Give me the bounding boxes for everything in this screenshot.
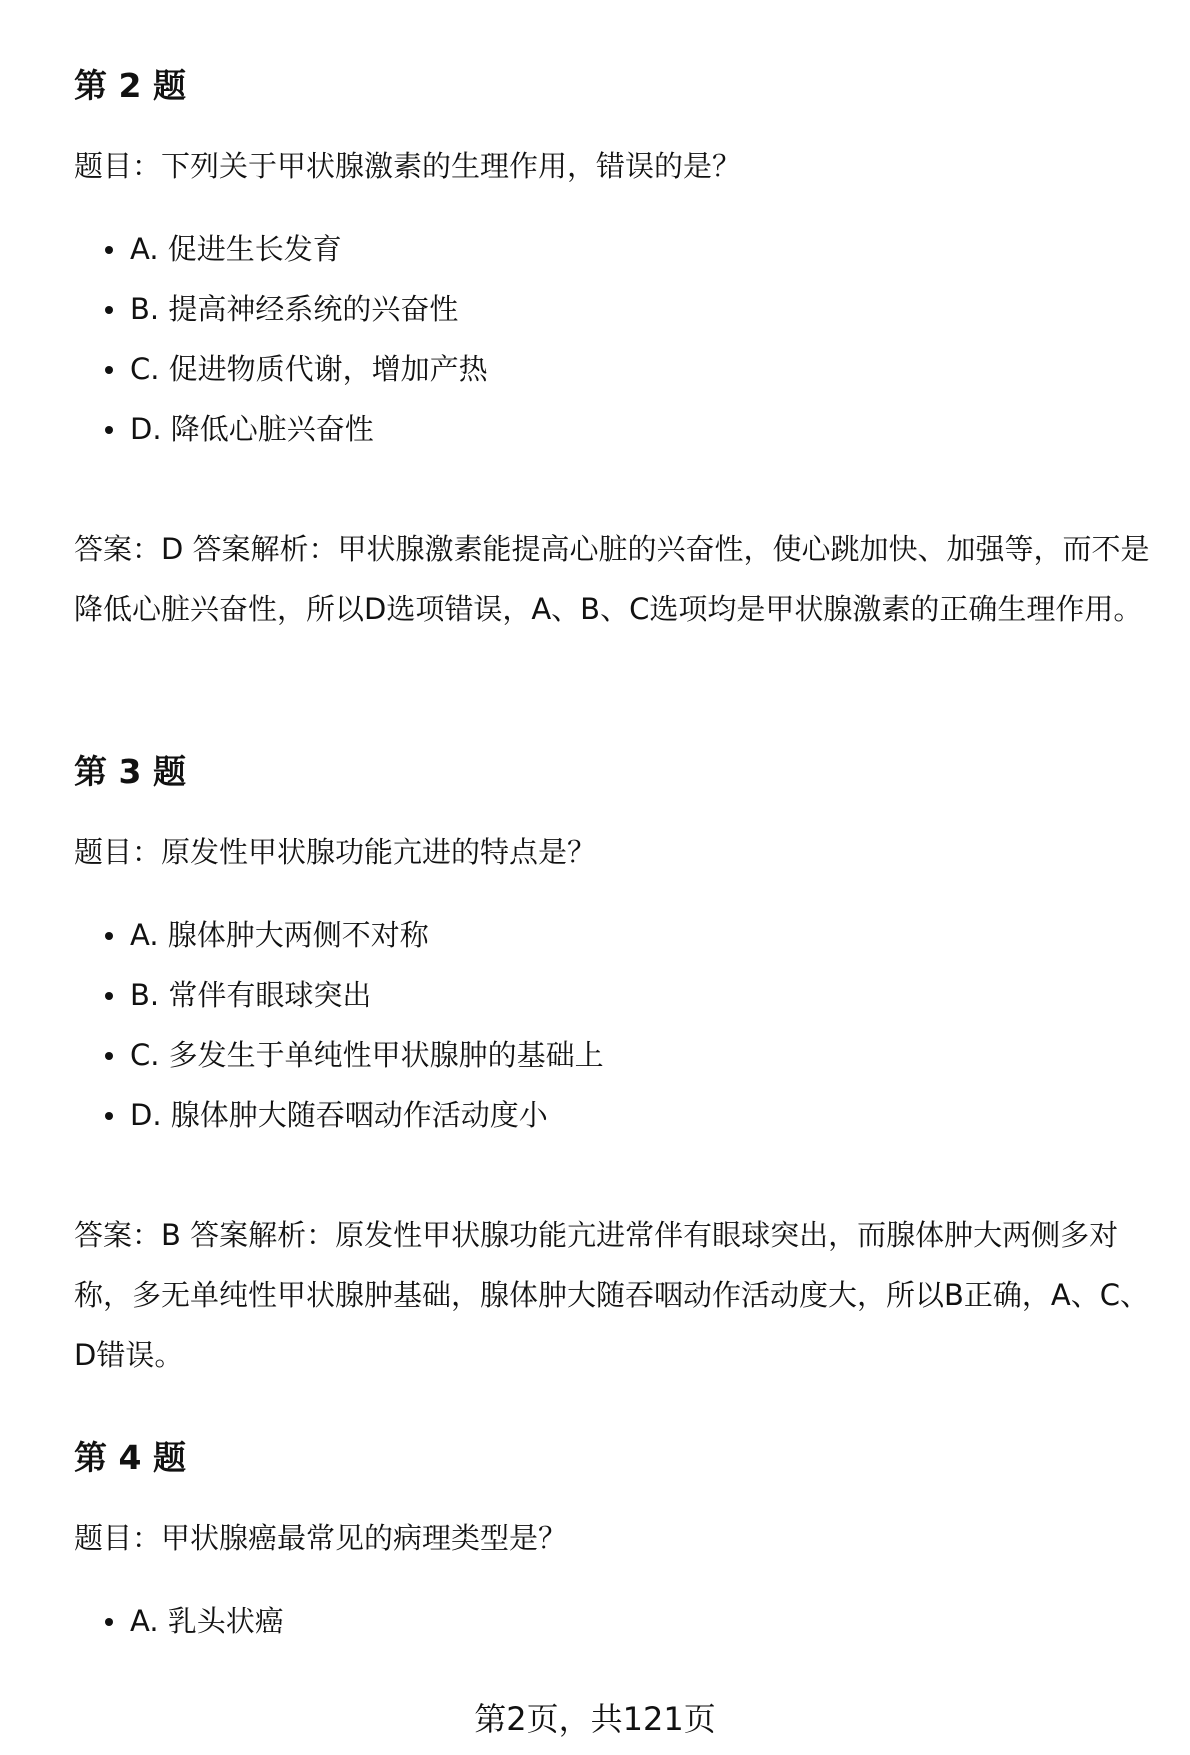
option-a: A. 促进生长发育 <box>74 227 1164 287</box>
question-3 <box>74 742 1164 802</box>
answer-explanation: 答案：B 答案解析：原发性甲状腺功能亢进常伴有眼球突出，而腺体肿大两侧多对称，多无单纯性甲状腺肿基础，腺体肿大随吞咽动作活动度大，所以B正确，A、C、D错误。 <box>74 1218 1149 1372</box>
option-a: A. 乳头状癌 <box>74 1599 1164 1659</box>
page-number-footer: 第2页，共121页 <box>474 1700 716 1738</box>
question-heading: 第 4 题 <box>74 1438 186 1477</box>
question-2-options <box>74 227 1164 467</box>
option-b: B. 常伴有眼球突出 <box>74 973 1164 1033</box>
question-2-answer-block <box>74 519 1164 639</box>
option-d: D. 腺体肿大随吞咽动作活动度小 <box>74 1093 1164 1153</box>
question-2-stem-block <box>74 144 1164 188</box>
question-3-options <box>74 913 1164 1153</box>
question-2 <box>74 56 1164 116</box>
options-list <box>74 913 1164 1153</box>
question-4-stem-block <box>74 1516 1164 1560</box>
question-stem: 题目：甲状腺癌最常见的病理类型是？ <box>74 1521 568 1555</box>
question-4 <box>74 1428 1164 1488</box>
question-stem: 题目：原发性甲状腺功能亢进的特点是？ <box>74 835 597 869</box>
question-3-stem-block <box>74 830 1164 874</box>
option-c: C. 促进物质代谢，增加产热 <box>74 347 1164 407</box>
answer-explanation: 答案：D 答案解析：甲状腺激素能提高心脏的兴奋性，使心跳加快、加强等，而不是降低心脏兴奋性，所以D选项错误，A、B、C选项均是甲状腺激素的正确生理作用。 <box>74 532 1150 626</box>
option-c: C. 多发生于单纯性甲状腺肿的基础上 <box>74 1033 1164 1093</box>
options-list <box>74 1599 1164 1659</box>
question-heading: 第 2 题 <box>74 66 186 105</box>
question-4-options <box>74 1599 1164 1659</box>
question-heading: 第 3 题 <box>74 752 186 791</box>
option-a: A. 腺体肿大两侧不对称 <box>74 913 1164 973</box>
question-3-answer-block <box>74 1205 1164 1385</box>
options-list <box>74 227 1164 467</box>
option-b: B. 提高神经系统的兴奋性 <box>74 287 1164 347</box>
option-d: D. 降低心脏兴奋性 <box>74 407 1164 467</box>
question-stem: 题目：下列关于甲状腺激素的生理作用，错误的是？ <box>74 149 742 183</box>
